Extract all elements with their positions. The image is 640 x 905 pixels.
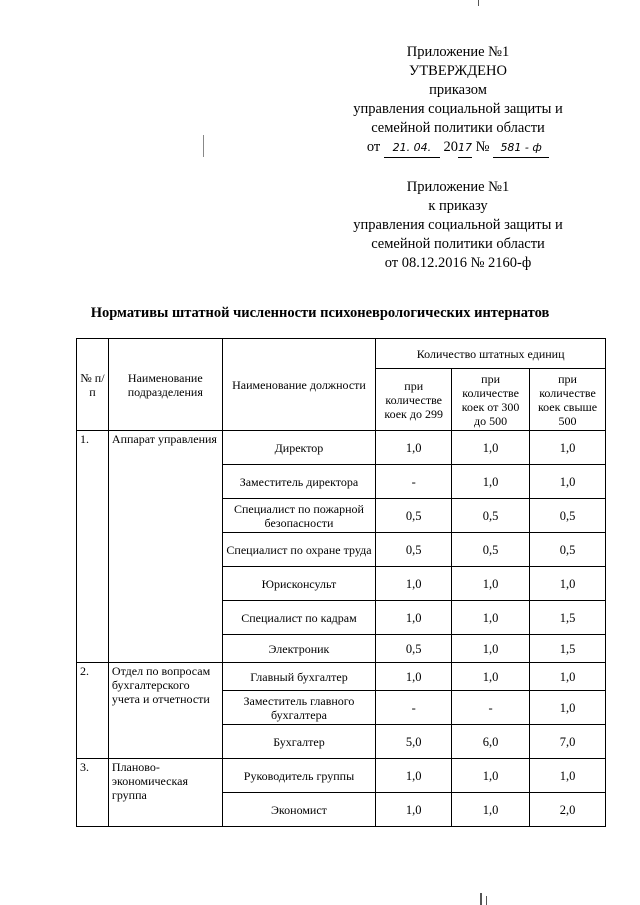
value-upto-299: 1,0 bbox=[376, 601, 452, 635]
scan-artifact-margin bbox=[203, 135, 204, 157]
approval-by-order: приказом bbox=[429, 82, 487, 98]
header-col-300-500: при количестве коек от 300 до 500 bbox=[452, 369, 530, 431]
number-prefix: № bbox=[475, 139, 490, 155]
value-300-500: 6,0 bbox=[452, 725, 530, 759]
header-num: № п/п bbox=[77, 339, 109, 431]
value-over-500: 1,0 bbox=[530, 465, 606, 499]
value-over-500: 7,0 bbox=[530, 725, 606, 759]
appendix2-dept-line2: семейной политики области bbox=[371, 236, 545, 252]
position-name: Руководитель группы bbox=[222, 759, 376, 793]
value-upto-299: 1,0 bbox=[376, 759, 452, 793]
header-col-upto-299: при количестве коек до 299 bbox=[376, 369, 452, 431]
value-300-500: 1,0 bbox=[452, 465, 530, 499]
header-division: Наименование подразделения bbox=[108, 339, 222, 431]
date-prefix: от bbox=[366, 139, 381, 155]
value-over-500: 2,0 bbox=[530, 793, 606, 827]
approval-dept-line2: семейной политики области bbox=[371, 120, 545, 136]
scan-artifact-bottom bbox=[480, 893, 482, 905]
header-count: Количество штатных единиц bbox=[376, 339, 606, 369]
position-name: Заместитель директора bbox=[222, 465, 376, 499]
value-300-500: 1,0 bbox=[452, 759, 530, 793]
document-title: Нормативы штатной численности психоневрологических интернатов bbox=[90, 305, 550, 321]
position-name: Директор bbox=[222, 431, 376, 465]
value-upto-299: 0,5 bbox=[376, 499, 452, 533]
position-name: Юрисконсульт bbox=[222, 567, 376, 601]
value-300-500: 1,0 bbox=[452, 567, 530, 601]
position-name: Специалист по кадрам bbox=[222, 601, 376, 635]
group-name: Планово-экономическая группа bbox=[108, 759, 222, 827]
appendix2-date-line: от 08.12.2016 № 2160-ф bbox=[384, 255, 532, 271]
position-name: Электроник bbox=[222, 635, 376, 663]
header-position: Наименование должности bbox=[222, 339, 376, 431]
scan-artifact-bottom-2 bbox=[486, 896, 487, 905]
group-name: Отдел по вопросам бухгалтерского учета и отчетности bbox=[108, 663, 222, 759]
value-upto-299: 0,5 bbox=[376, 533, 452, 567]
group-number: 1. bbox=[77, 431, 109, 663]
group-number: 2. bbox=[77, 663, 109, 759]
position-name: Специалист по охране труда bbox=[222, 533, 376, 567]
group-name: Аппарат управления bbox=[108, 431, 222, 663]
value-over-500: 1,0 bbox=[530, 431, 606, 465]
header-row-1 bbox=[77, 339, 606, 369]
table-row bbox=[77, 663, 606, 691]
value-over-500: 1,5 bbox=[530, 601, 606, 635]
appendix-block bbox=[328, 178, 588, 273]
value-over-500: 0,5 bbox=[530, 533, 606, 567]
value-upto-299: - bbox=[376, 465, 452, 499]
appendix2-appendix: Приложение №1 bbox=[406, 179, 510, 195]
approval-block bbox=[328, 43, 588, 158]
header-col-over-500: при количестве коек свыше 500 bbox=[530, 369, 606, 431]
value-300-500: 1,0 bbox=[452, 431, 530, 465]
approval-approved: УТВЕРЖДЕНО bbox=[409, 63, 507, 79]
approval-date-line bbox=[328, 138, 588, 158]
handwritten-year: 17 bbox=[458, 138, 472, 158]
value-over-500: 0,5 bbox=[530, 499, 606, 533]
value-300-500: 1,0 bbox=[452, 601, 530, 635]
value-over-500: 1,0 bbox=[530, 567, 606, 601]
handwritten-number: 581 - ф bbox=[493, 138, 549, 158]
value-300-500: 0,5 bbox=[452, 499, 530, 533]
value-upto-299: 5,0 bbox=[376, 725, 452, 759]
year-prefix: 20 bbox=[443, 139, 459, 155]
appendix2-to-order: к приказу bbox=[428, 198, 488, 214]
position-name: Главный бухгалтер bbox=[222, 663, 376, 691]
appendix2-dept-line1: управления социальной защиты и bbox=[353, 217, 563, 233]
value-upto-299: - bbox=[376, 691, 452, 725]
table-row bbox=[77, 759, 606, 793]
value-over-500: 1,0 bbox=[530, 759, 606, 793]
value-upto-299: 1,0 bbox=[376, 567, 452, 601]
value-over-500: 1,5 bbox=[530, 635, 606, 663]
position-name: Экономист bbox=[222, 793, 376, 827]
value-over-500: 1,0 bbox=[530, 663, 606, 691]
value-300-500: 1,0 bbox=[452, 635, 530, 663]
position-name: Заместитель главного бухгалтера bbox=[222, 691, 376, 725]
value-upto-299: 1,0 bbox=[376, 663, 452, 691]
handwritten-date: 21. 04. bbox=[384, 138, 440, 158]
value-upto-299: 1,0 bbox=[376, 431, 452, 465]
approval-appendix: Приложение №1 bbox=[406, 44, 510, 60]
position-name: Специалист по пожарной безопасности bbox=[222, 499, 376, 533]
group-number: 3. bbox=[77, 759, 109, 827]
value-upto-299: 1,0 bbox=[376, 793, 452, 827]
table-row bbox=[77, 431, 606, 465]
approval-dept-line1: управления социальной защиты и bbox=[353, 101, 563, 117]
value-300-500: 0,5 bbox=[452, 533, 530, 567]
scan-artifact-top bbox=[478, 0, 479, 6]
value-over-500: 1,0 bbox=[530, 691, 606, 725]
position-name: Бухгалтер bbox=[222, 725, 376, 759]
value-300-500: 1,0 bbox=[452, 793, 530, 827]
value-300-500: 1,0 bbox=[452, 663, 530, 691]
value-300-500: - bbox=[452, 691, 530, 725]
value-upto-299: 0,5 bbox=[376, 635, 452, 663]
staff-norms-table bbox=[76, 338, 606, 827]
